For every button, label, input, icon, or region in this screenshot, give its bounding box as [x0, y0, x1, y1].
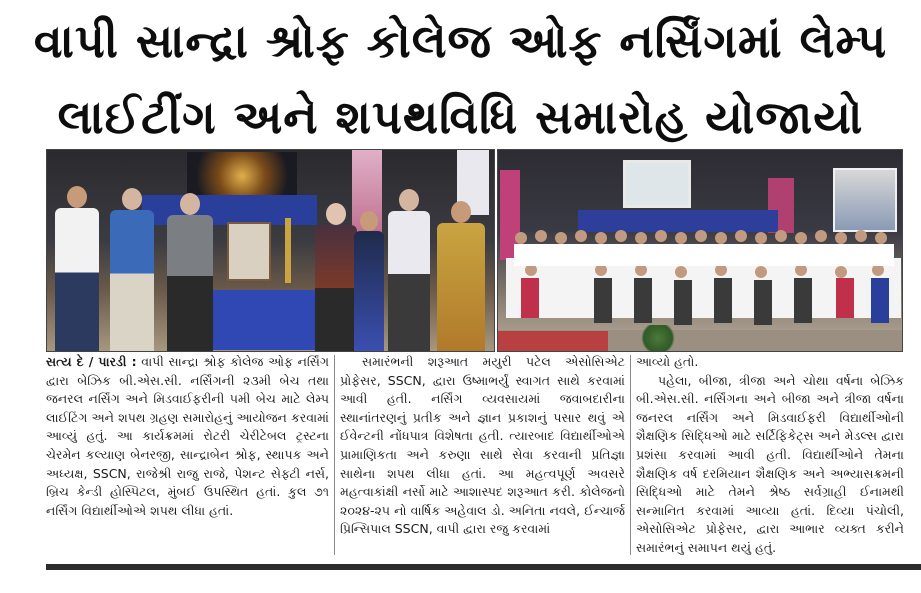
person-1 [51, 186, 103, 351]
article-text-3b: પહેલા, બીજા, ત્રીજા અને ચોથા વર્ષના બેઝિક બી.એસ.સી. નર્સિંગના અને બીજા અને ત્રીજા વર્ષના જનરલ નર્સિંગ અને મિડવાઈફરી વિદ્યાર્થીઓની શૈક્ષણિક સિદ્ધિઓ માટે સર્ટિફિકેટ્સ અને મેડલ્સ દ્વારા પ્રશંસા કરવામાં આવી હતી. વિદ્યાર્થીઓને તેમના શૈક્ષણિક વર્ષ દરમિયાન શૈક્ષણિક અને અભ્યાસક્રમની સિદ્ધિઓ માટે તેમને શ્રેષ્ઠ સર્વગ્રાહી ઈનામથી સન્માનિત કરવામાં આવ્યા હતાં. દિવ્યા પંચોલી, એસોસિએટ પ્રોફેસર, દ્વારા આભાર વ્યક્ત કરીને સમારંભનું સમાપન થયું હતું. [636, 372, 904, 555]
headline-line-2: લાઈટીંગ અને શપથવિધિ સમારોહ યોજાયો [57, 90, 864, 144]
article-column-1 [46, 353, 329, 520]
foreground-object [498, 331, 608, 351]
draped-table [205, 290, 315, 350]
person-7 [433, 201, 489, 351]
article-text-3a: આવ્યો હતો. [636, 354, 699, 369]
group-photo [497, 149, 903, 352]
article-text-2: સમારંભની શરૂઆત મયુરી પટેલ એસોસિએટ પ્રોફેસર, SSCN, દ્વારા ઉષ્માભર્યું સ્વાગત સાથે કરવામાં આવી હતી. નર્સિંગ વ્યવસાયમાં જવાબદારીના સ્થાનાંતરણનું પ્રતીક અને જ્ઞાન પ્રકાશનું પસાર થવું એ ઈવેન્ટની નોંધપાત્ર વિશેષતા હતી. ત્યારબાદ વિદ્યાર્થીઓએ પ્રામાણિકતા અને કરુણા સાથે સેવા કરવાની પ્રતિજ્ઞા સાથેના શપથ લીધા હતાં. આ મહત્વપૂર્ણ અવસરે મહત્વાકાંક્ષી નર્સો માટે આશાસ્પદ શરૂઆત કરી. કોલેજનો ૨૦૨૪-૨૫ નો વાર્ષિક અહેવાલ ડો. અનિતા નવલે, ઈન્ચાર્જ પ્રિન્સિપાલ SSCN, વાપી દ્વારા રજુ કરવામાં [340, 354, 625, 537]
column-divider [334, 355, 335, 555]
person-2 [107, 188, 157, 351]
bottom-rule [46, 564, 921, 570]
headline-line-1: વાપી સાન્દ્રા શ્રોફ કોલેજ ઓફ નર્સિંગમાં લેમ્પ [33, 14, 888, 68]
person-6 [385, 189, 433, 351]
column-divider [630, 355, 631, 555]
ceremonial-lamp [285, 218, 291, 283]
dateline: સત્ય દે / પારડી : [46, 354, 137, 369]
article-column-2 [340, 353, 625, 539]
person-3 [163, 193, 218, 351]
poster-right [833, 168, 897, 232]
article-column-3 [636, 353, 904, 558]
person-5 [352, 211, 386, 351]
ceremony-stage-photo [46, 149, 495, 352]
plant [638, 325, 678, 351]
projection-screen [623, 160, 691, 208]
article-text-1: વાપી સાન્દ્રા શ્રોફ કોલેજ ઓફ નર્સિંગ દ્વારા બેઝિક બી.એસ.સી. નર્સિંગની ૨૩મી બેચ તથા જનરલ નર્સિંગ અને મિડવાઈફરીની ૫મી બેચ માટે લેમ્પ લાઈટિંગ અને શપથ ગ્રહણ સમારોહનું આયોજન કરવામાં આવ્યું હતું. આ કાર્યક્રમમાં રોટરી ચેરીટેબલ ટ્રસ્ટના ચેરમેન કલ્યાણ બેનરજી, સાન્દ્રાબેન શ્રોફ, સ્થાપક અને અધ્યક્ષ, SSCN, રાજેશ્રી રાજુ રાજે, પેશન્ટ સેફ્ટી નર્સ, બ્રિચ કેન્ડી હોસ્પિટલ, મુંબઈ ઉપસ્થિત હતાં. કુલ ૭૧ નર્સિંગ વિદ્યાર્થીઓએ શપથ લીધા હતાં. [46, 354, 329, 518]
crowd-of-students [506, 228, 901, 338]
portrait-frame [227, 222, 271, 281]
